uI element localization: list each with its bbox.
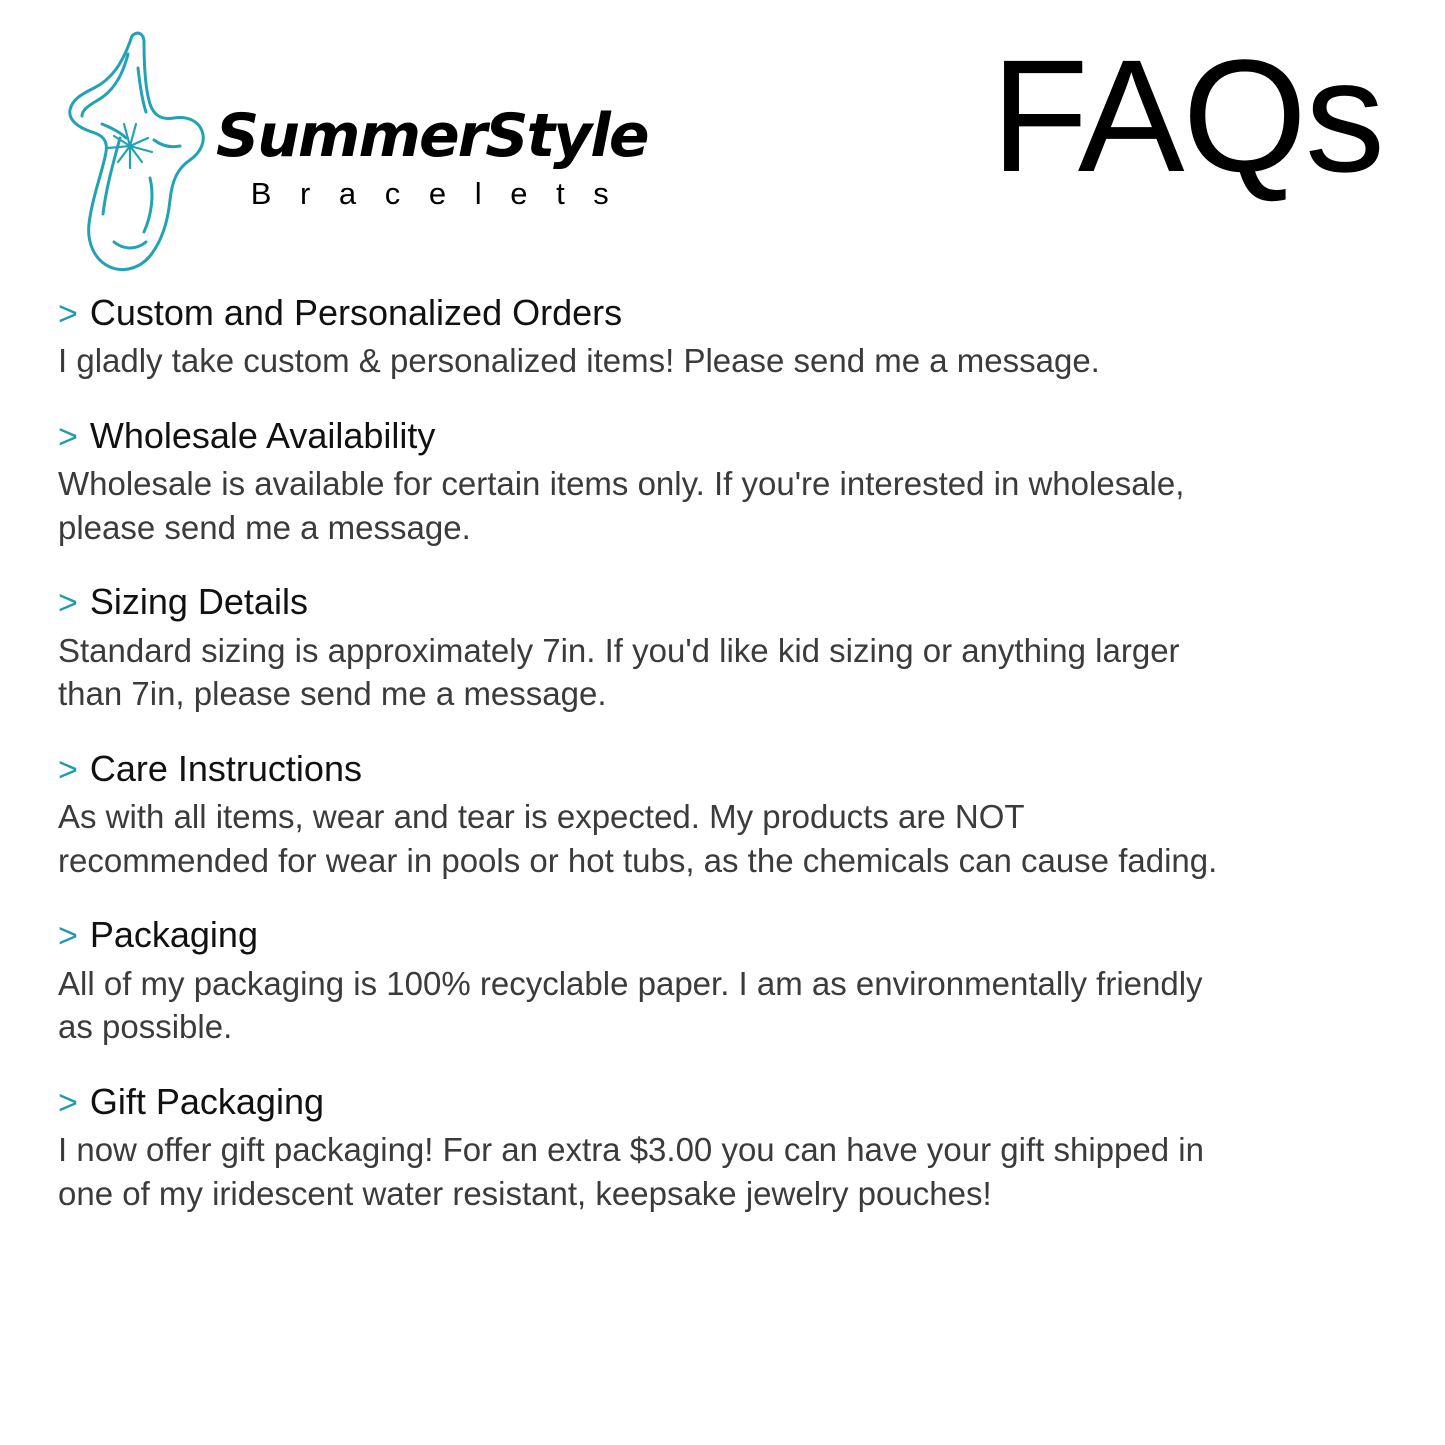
faq-question-text: Care Instructions	[89, 747, 362, 789]
faq-entry-wholesale	[58, 415, 1258, 549]
brand-subtitle: B r a c e l e t s	[250, 176, 619, 211]
chevron-right-icon: >	[58, 1083, 78, 1122]
faq-question	[58, 1081, 1258, 1122]
faq-question-text: Custom and Personalized Orders	[89, 292, 623, 333]
faq-answer: I gladly take custom & personalized items! Please send me a message.	[58, 342, 1100, 380]
faq-question-text: Wholesale Availability	[89, 414, 436, 456]
brand-wordmark	[216, 101, 648, 212]
faq-question	[58, 914, 1258, 955]
chevron-right-icon: >	[58, 417, 78, 456]
faq-answer: All of my packaging is 100% recyclable paper. I am as environmentally friendly as possible.	[58, 964, 1203, 1046]
faq-entry-packaging	[58, 914, 1258, 1048]
faq-answer: Standard sizing is approximately 7in. If you'd like kid sizing or anything larger than 7in, please send me a message.	[58, 631, 1180, 713]
chevron-right-icon: >	[58, 295, 78, 333]
faq-question-text: Packaging	[89, 914, 258, 956]
faq-entry-gift-packaging	[58, 1081, 1258, 1215]
page-header	[0, 0, 1445, 285]
faq-question	[58, 748, 1258, 789]
starfish-logo-icon	[58, 28, 208, 278]
faq-entry-custom-orders	[58, 292, 1258, 383]
chevron-right-icon: >	[58, 750, 78, 789]
faq-question-text: Gift Packaging	[89, 1080, 324, 1122]
faq-answer: I now offer gift packaging! For an extra $3.00 you can have your gift shipped in one of my iridescent water resistant, keepsake jewelry pouches!	[58, 1131, 1204, 1212]
faq-entry-sizing	[58, 581, 1258, 715]
faq-answer: As with all items, wear and tear is expected. My products are NOT recommended for wear in pools or hot tubs, as the chemicals can cause fading.	[58, 798, 1218, 879]
faq-question-text: Sizing Details	[89, 581, 308, 623]
faq-list	[58, 292, 1258, 1247]
faq-question	[58, 292, 1258, 333]
chevron-right-icon: >	[58, 917, 78, 956]
faq-answer: Wholesale is available for certain items only. If you're interested in wholesale, please send me a message.	[58, 465, 1185, 546]
chevron-right-icon: >	[58, 584, 78, 623]
page-title: FAQs	[990, 26, 1383, 205]
faq-question	[58, 415, 1258, 456]
brand-name: SummerStyle	[216, 101, 648, 171]
faq-question	[58, 581, 1258, 622]
faq-entry-care	[58, 748, 1258, 882]
brand-logo	[58, 28, 648, 278]
